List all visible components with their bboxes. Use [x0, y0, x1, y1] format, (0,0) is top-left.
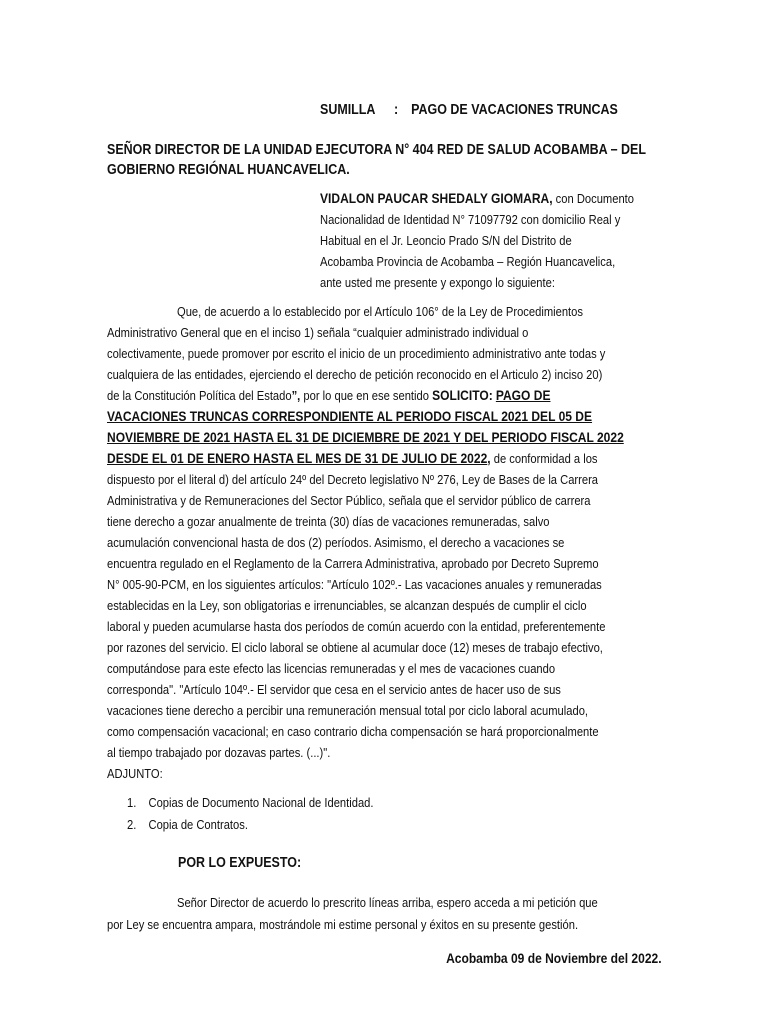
closing-line-1: Señor Director de acuerdo lo prescrito líneas arriba, espero acceda a mi petición que [177, 895, 598, 910]
body-line-13: encuentra regulado en el Reglamento de la Carrera Administrativa, aprobado por Decreto Supremo [107, 556, 599, 571]
body-line-08-rest: de conformidad a los [490, 451, 598, 466]
sumilla-value: PAGO DE VACACIONES TRUNCAS [411, 102, 618, 118]
body-line-11: tiene derecho a gozar anualmente de treinta (30) días de vacaciones remuneradas, salvo [107, 514, 550, 529]
intro-line-2: Nacionalidad de Identidad N° 71097792 con domicilio Real y [320, 212, 621, 227]
attachments-list [127, 792, 414, 836]
body-line-09: dispuesto por el literal d) del artículo 24º del Decreto legislativo Nº 276, Ley de Bases de la Carrera [107, 472, 599, 487]
body-line-12: acumulación convencional hasta de dos (2) períodos. Asimismo, el derecho a vacaciones se [107, 535, 565, 550]
body-line-10: Administrativa y de Remuneraciones del Sector Público, señala que el servidor público de carrera [107, 493, 591, 508]
list-item [127, 792, 414, 814]
body-line-08-comma: , [487, 450, 491, 466]
body-line-05-c: por lo que en ese sentido [300, 388, 433, 403]
intro-line-1-rest: con Documento [552, 191, 634, 206]
sumilla-label: SUMILLA [320, 102, 376, 118]
body-line-05-a: de la Constitución Política del Estado [107, 388, 292, 403]
closing-heading-text: POR LO EXPUESTO: [178, 855, 302, 871]
body-line-21: como compensación vacacional; en caso contrario dicha compensación se hará proporcionalmente [107, 724, 599, 739]
intro-line-4: Acobamba Provincia de Acobamba – Región Huancavelica, [320, 254, 616, 269]
petitioner-intro [320, 188, 662, 293]
body-line-03: colectivamente, puede promover por escrito el inicio de un procedimiento administrativo ante todas y [107, 346, 606, 361]
intro-line-3: Habitual en el Jr. Leoncio Prado S/N del Distrito de [320, 233, 572, 248]
petitioner-name: VIDALON PAUCAR SHEDALY GIOMARA, [320, 190, 553, 206]
request-line-2: VACACIONES TRUNCAS CORRESPONDIENTE AL PERIODO FISCAL 2021 DEL 05 DE [107, 408, 593, 424]
body-line-16: laboral y pueden acumularse hasta dos períodos de común acuerdo con la entidad, preferentemente [107, 619, 606, 634]
body-line-19: corresponda". "Artículo 104º.- El servidor que cesa en el servicio antes de hacer uso de sus [107, 682, 561, 697]
body-line-01: Que, de acuerdo a lo establecido por el Artículo 106° de la Ley de Procedimientos [177, 304, 583, 319]
body-line-04: cualquiera de las entidades, ejerciendo el derecho de petición reconocido en el Articulo 2) inciso 20) [107, 367, 603, 382]
intro-line-5: ante usted me presente y expongo lo siguiente: [320, 275, 555, 290]
list-item-number: 2. [127, 817, 137, 832]
body-line-02: Administrativo General que en el inciso 1) señala “cualquier administrado individual o [107, 325, 529, 340]
addressee-line-2: GOBIERNO REGIÓNAL HUANCAVELICA. [107, 162, 350, 178]
list-item-text: Copias de Documento Nacional de Identidad. [148, 795, 374, 810]
document-date [411, 948, 662, 968]
closing-heading [178, 853, 321, 873]
attachments-heading-text: ADJUNTO: [107, 766, 163, 781]
request-line-3: NOVIEMBRE DE 2021 HASTA EL 31 DE DICIEMBRE DE 2021 Y DEL PERIODO FISCAL 2022 [107, 429, 624, 445]
request-line-4: DESDE EL 01 DE ENERO HASTA EL MES DE 31 DE JULIO DE 2022 [107, 450, 488, 466]
main-paragraph [107, 301, 662, 763]
sumilla-line [320, 101, 666, 119]
attachments-heading [107, 763, 172, 784]
addressee-block [107, 140, 662, 180]
body-line-17: por razones del servicio. El ciclo laboral se obtiene al acumular doce (12) meses de trabajo efectivo, [107, 640, 603, 655]
body-line-05-b: ”, [291, 388, 301, 403]
body-line-14: N° 005-90-PCM, en los siguientes artículos: "Artículo 102º.- Las vacaciones anuales y remuneradas [107, 577, 602, 592]
sumilla-separator: : [393, 102, 399, 118]
request-line-1: PAGO DE [495, 387, 551, 403]
body-line-18: computándose para este efecto las licencias remuneradas y el mes de vacaciones cuando [107, 661, 556, 676]
body-line-20: vacaciones tiene derecho a percibir una remuneración mensual total por ciclo laboral acumulado, [107, 703, 589, 718]
closing-line-2: por Ley se encuentra ampara, mostrándole mi estime personal y éxitos en su presente gestión. [107, 917, 579, 932]
closing-paragraph [107, 892, 662, 936]
addressee-line-1: SEÑOR DIRECTOR DE LA UNIDAD EJECUTORA N° 404 RED DE SALUD ACOBAMBA – DEL [107, 142, 646, 158]
list-item-number: 1. [127, 795, 137, 810]
body-line-15: establecidas en la Ley, son obligatorias e irrenunciables, se alcanzan después de cumplir el ciclo [107, 598, 587, 613]
list-item [127, 814, 414, 836]
solicito-label: SOLICITO: [432, 387, 493, 403]
document-date-text: Acobamba 09 de Noviembre del 2022. [446, 950, 662, 966]
list-item-text: Copia de Contratos. [148, 817, 248, 832]
body-line-22: al tiempo trabajado por dozavas partes. (...)". [107, 745, 331, 760]
